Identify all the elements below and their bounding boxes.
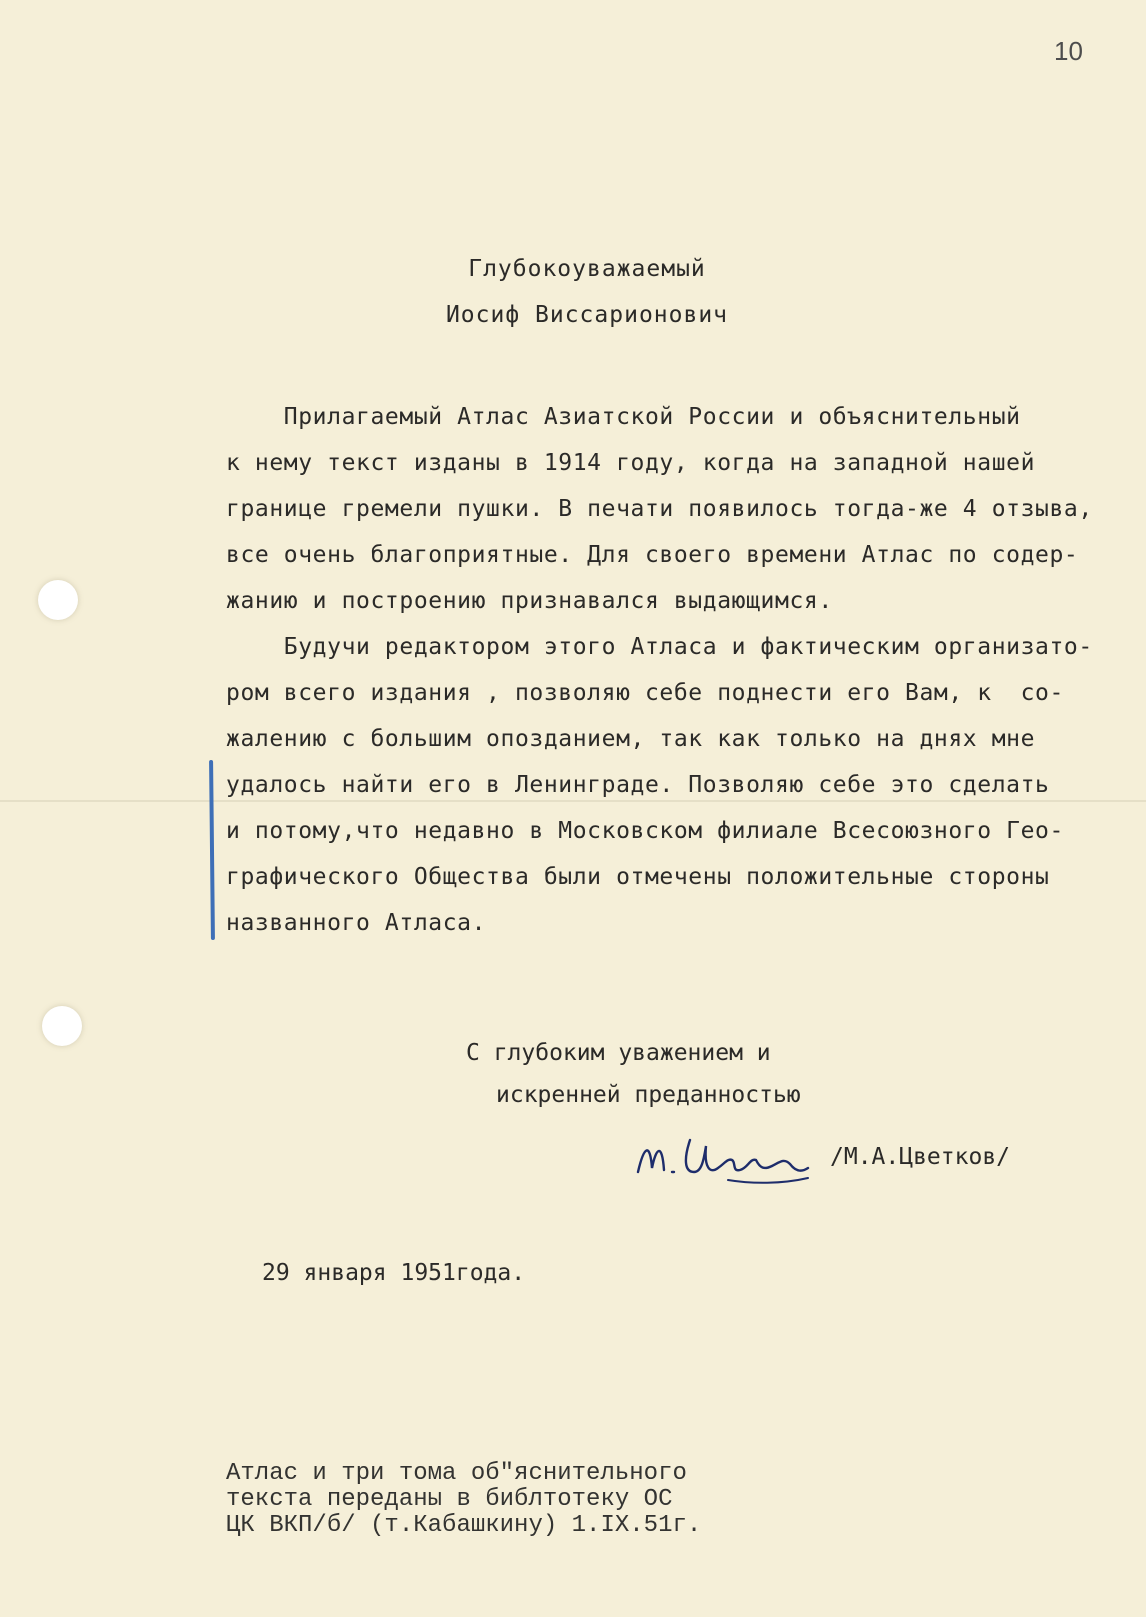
body-line: Будучи редактором этого Атласа и фактическим организато- xyxy=(226,634,1093,660)
body-line: границе гремели пушки. В печати появилось тогда-же 4 отзыва, xyxy=(226,496,1093,522)
handwritten-signature xyxy=(632,1128,812,1188)
salutation-line-1: Глубокоуважаемый xyxy=(468,256,706,282)
punch-hole-bottom xyxy=(42,1006,82,1046)
body-line: удалось найти его в Ленинграде. Позволяю себе это сделать xyxy=(226,772,1050,798)
archive-stamp-mark xyxy=(907,31,1058,72)
body-line: жанию и построению признавался выдающимся. xyxy=(226,588,833,614)
body-line: жалению с большим опозданием, так как только на днях мне xyxy=(226,726,1036,752)
letter-date: 29 января 1951года. xyxy=(262,1260,526,1286)
punch-hole-top xyxy=(38,580,78,620)
closing-line-1: С глубоким уважением и xyxy=(466,1040,771,1066)
archive-note-line: текста переданы в библтотеку ОС xyxy=(226,1486,673,1513)
margin-pencil-mark xyxy=(209,760,215,940)
closing-line-2: искренней преданностью xyxy=(496,1082,801,1108)
body-line: к нему текст изданы в 1914 году, когда на западной нашей xyxy=(226,450,1036,476)
typed-signatory-name: /М.А.Цветков/ xyxy=(830,1144,1011,1170)
archive-note-line: ЦК ВКП/б/ (т.Кабашкину) 1.IX.51г. xyxy=(226,1512,702,1539)
archive-note-line: Атлас и три тома об"яснительного xyxy=(226,1460,687,1487)
body-line: названного Атласа. xyxy=(226,910,487,936)
salutation-line-2: Иосиф Виссарионович xyxy=(445,302,729,328)
body-line: ром всего издания , позволяю себе поднести его Вам, к со- xyxy=(226,680,1064,706)
body-line: и потому,что недавно в Московском филиале Всесоюзного Гео- xyxy=(226,818,1064,844)
folio-number: 10 xyxy=(1054,36,1083,66)
body-line: все очень благоприятные. Для своего времени Атлас по содер- xyxy=(226,542,1079,568)
body-line: Прилагаемый Атлас Азиатской России и объяснительный xyxy=(226,404,1021,430)
body-line: графического Общества были отмечены положительные стороны xyxy=(226,864,1050,890)
paper-fold xyxy=(0,800,1146,802)
